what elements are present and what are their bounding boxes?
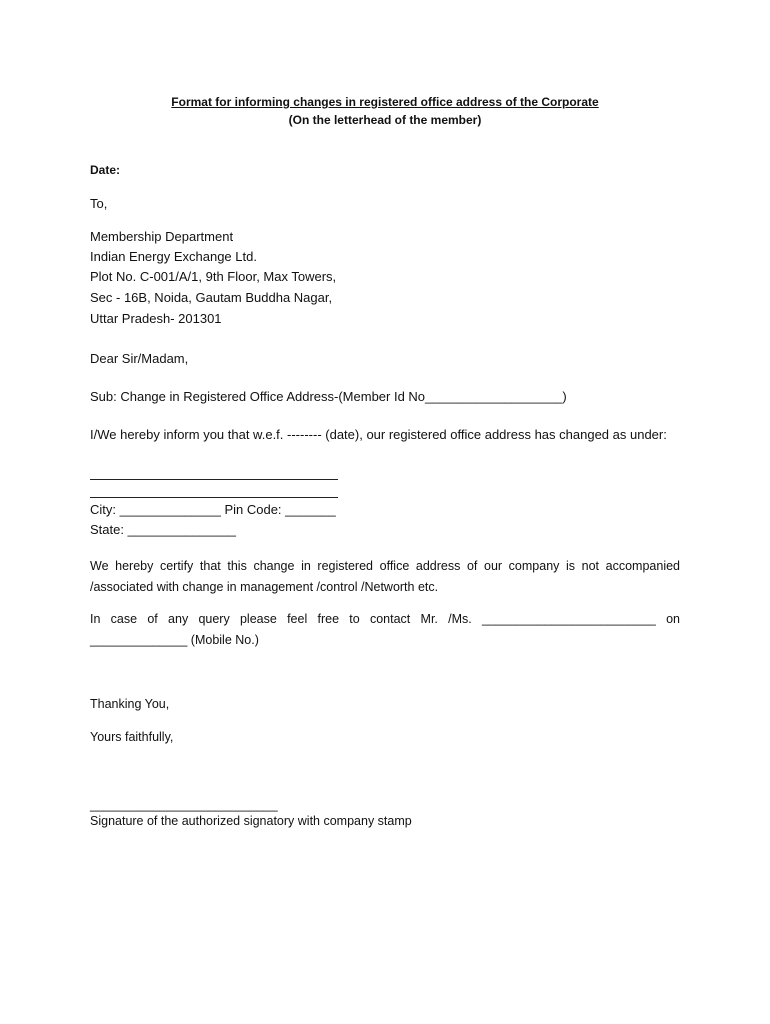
signature-line: ___________________________ xyxy=(90,798,278,812)
document-subtitle: (On the letterhead of the member) xyxy=(288,113,482,127)
certify-paragraph: We hereby certify that this change in registered office address of our company is not accompanied /associated with change in management /control /Networth etc. xyxy=(90,559,680,594)
document-title: Format for informing changes in registered office address of the Corporate xyxy=(171,95,599,109)
signature-label: Signature of the authorized signatory with company stamp xyxy=(90,814,412,828)
address-line: Indian Energy Exchange Ltd. xyxy=(90,249,257,264)
contact-paragraph: In case of any query please feel free to contact Mr. /Ms. _________________________ on ______________ (Mobile No.) xyxy=(90,612,680,647)
to-line: To, xyxy=(90,196,108,211)
intro-paragraph: I/We hereby inform you that w.e.f. -------- (date), our registered office address has changed as under: xyxy=(90,427,667,442)
salutation: Dear Sir/Madam, xyxy=(90,351,189,366)
address-line: Plot No. C-001/A/1, 9th Floor, Max Towers, xyxy=(90,269,337,284)
date-label: Date: xyxy=(90,163,121,177)
address-line: Uttar Pradesh- 201301 xyxy=(90,311,222,326)
address-line: Membership Department xyxy=(90,229,234,244)
address-blank-line xyxy=(90,479,338,480)
thanks-line: Thanking You, xyxy=(90,697,170,711)
subject-line: Sub: Change in Registered Office Address-(Member Id No___________________) xyxy=(90,389,567,404)
closing-line: Yours faithfully, xyxy=(90,730,174,744)
city-pin-line: City: ______________ Pin Code: _______ xyxy=(90,502,336,517)
address-blank-line xyxy=(90,497,338,498)
state-line: State: _______________ xyxy=(90,522,237,537)
address-line: Sec - 16B, Noida, Gautam Buddha Nagar, xyxy=(90,290,333,305)
